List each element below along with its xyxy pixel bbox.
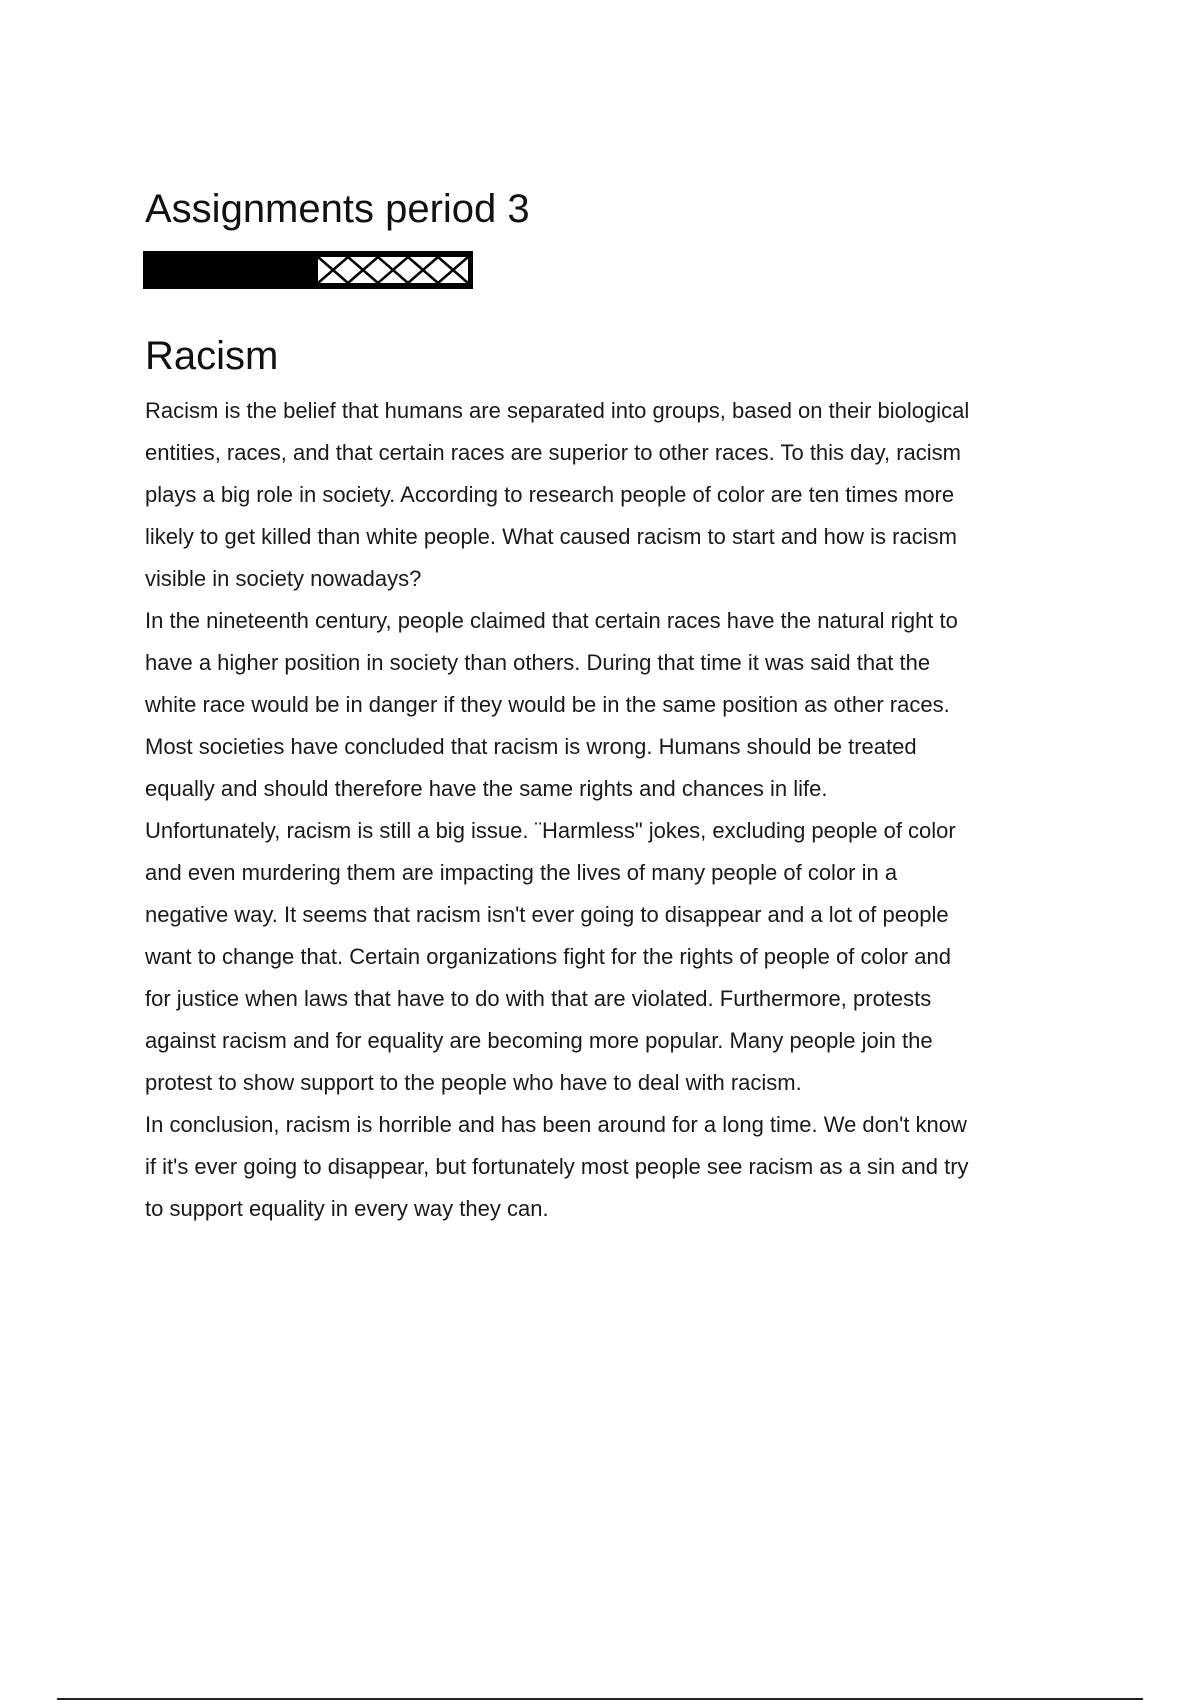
essay-line: protest to show support to the people who have to deal with racism. bbox=[145, 1070, 802, 1095]
essay-line: plays a big role in society. According to research people of color are ten times more bbox=[145, 482, 955, 507]
document-title: Assignments period 3 bbox=[145, 187, 530, 231]
essay-line: white race would be in danger if they would be in the same position as other races. bbox=[145, 692, 950, 717]
essay-line: In the nineteenth century, people claimed that certain races have the natural right to bbox=[145, 608, 958, 633]
essay-line: Unfortunately, racism is still a big issue. ¨Harmless" jokes, excluding people of color bbox=[145, 818, 956, 843]
redaction-bar bbox=[143, 251, 473, 289]
essay-line: against racism and for equality are becoming more popular. Many people join the bbox=[145, 1028, 933, 1053]
essay-line: Racism is the belief that humans are separated into groups, based on their biological bbox=[145, 398, 970, 423]
essay-line: if it's ever going to disappear, but fortunately most people see racism as a sin and try bbox=[145, 1154, 969, 1179]
essay-line: likely to get killed than white people. What caused racism to start and how is racism bbox=[145, 524, 957, 549]
essay-line: equally and should therefore have the same rights and chances in life. bbox=[145, 776, 828, 801]
essay-line: negative way. It seems that racism isn't ever going to disappear and a lot of people bbox=[145, 902, 949, 927]
essay-line: for justice when laws that have to do with that are violated. Furthermore, protests bbox=[145, 986, 932, 1011]
essay-line: have a higher position in society than others. During that time it was said that the bbox=[145, 650, 931, 675]
essay-line: and even murdering them are impacting the lives of many people of color in a bbox=[145, 860, 898, 885]
section-heading: Racism bbox=[145, 334, 279, 378]
essay-line: entities, races, and that certain races are superior to other races. To this day, racism bbox=[145, 440, 962, 465]
essay-line: want to change that. Certain organizations fight for the rights of people of color and bbox=[145, 944, 951, 969]
essay-line: Most societies have concluded that racism is wrong. Humans should be treated bbox=[145, 734, 917, 759]
essay-line: In conclusion, racism is horrible and has been around for a long time. We don't know bbox=[145, 1112, 967, 1137]
essay-line: to support equality in every way they can. bbox=[145, 1196, 549, 1221]
essay-body bbox=[145, 390, 1065, 1230]
essay-line: visible in society nowadays? bbox=[145, 566, 422, 591]
